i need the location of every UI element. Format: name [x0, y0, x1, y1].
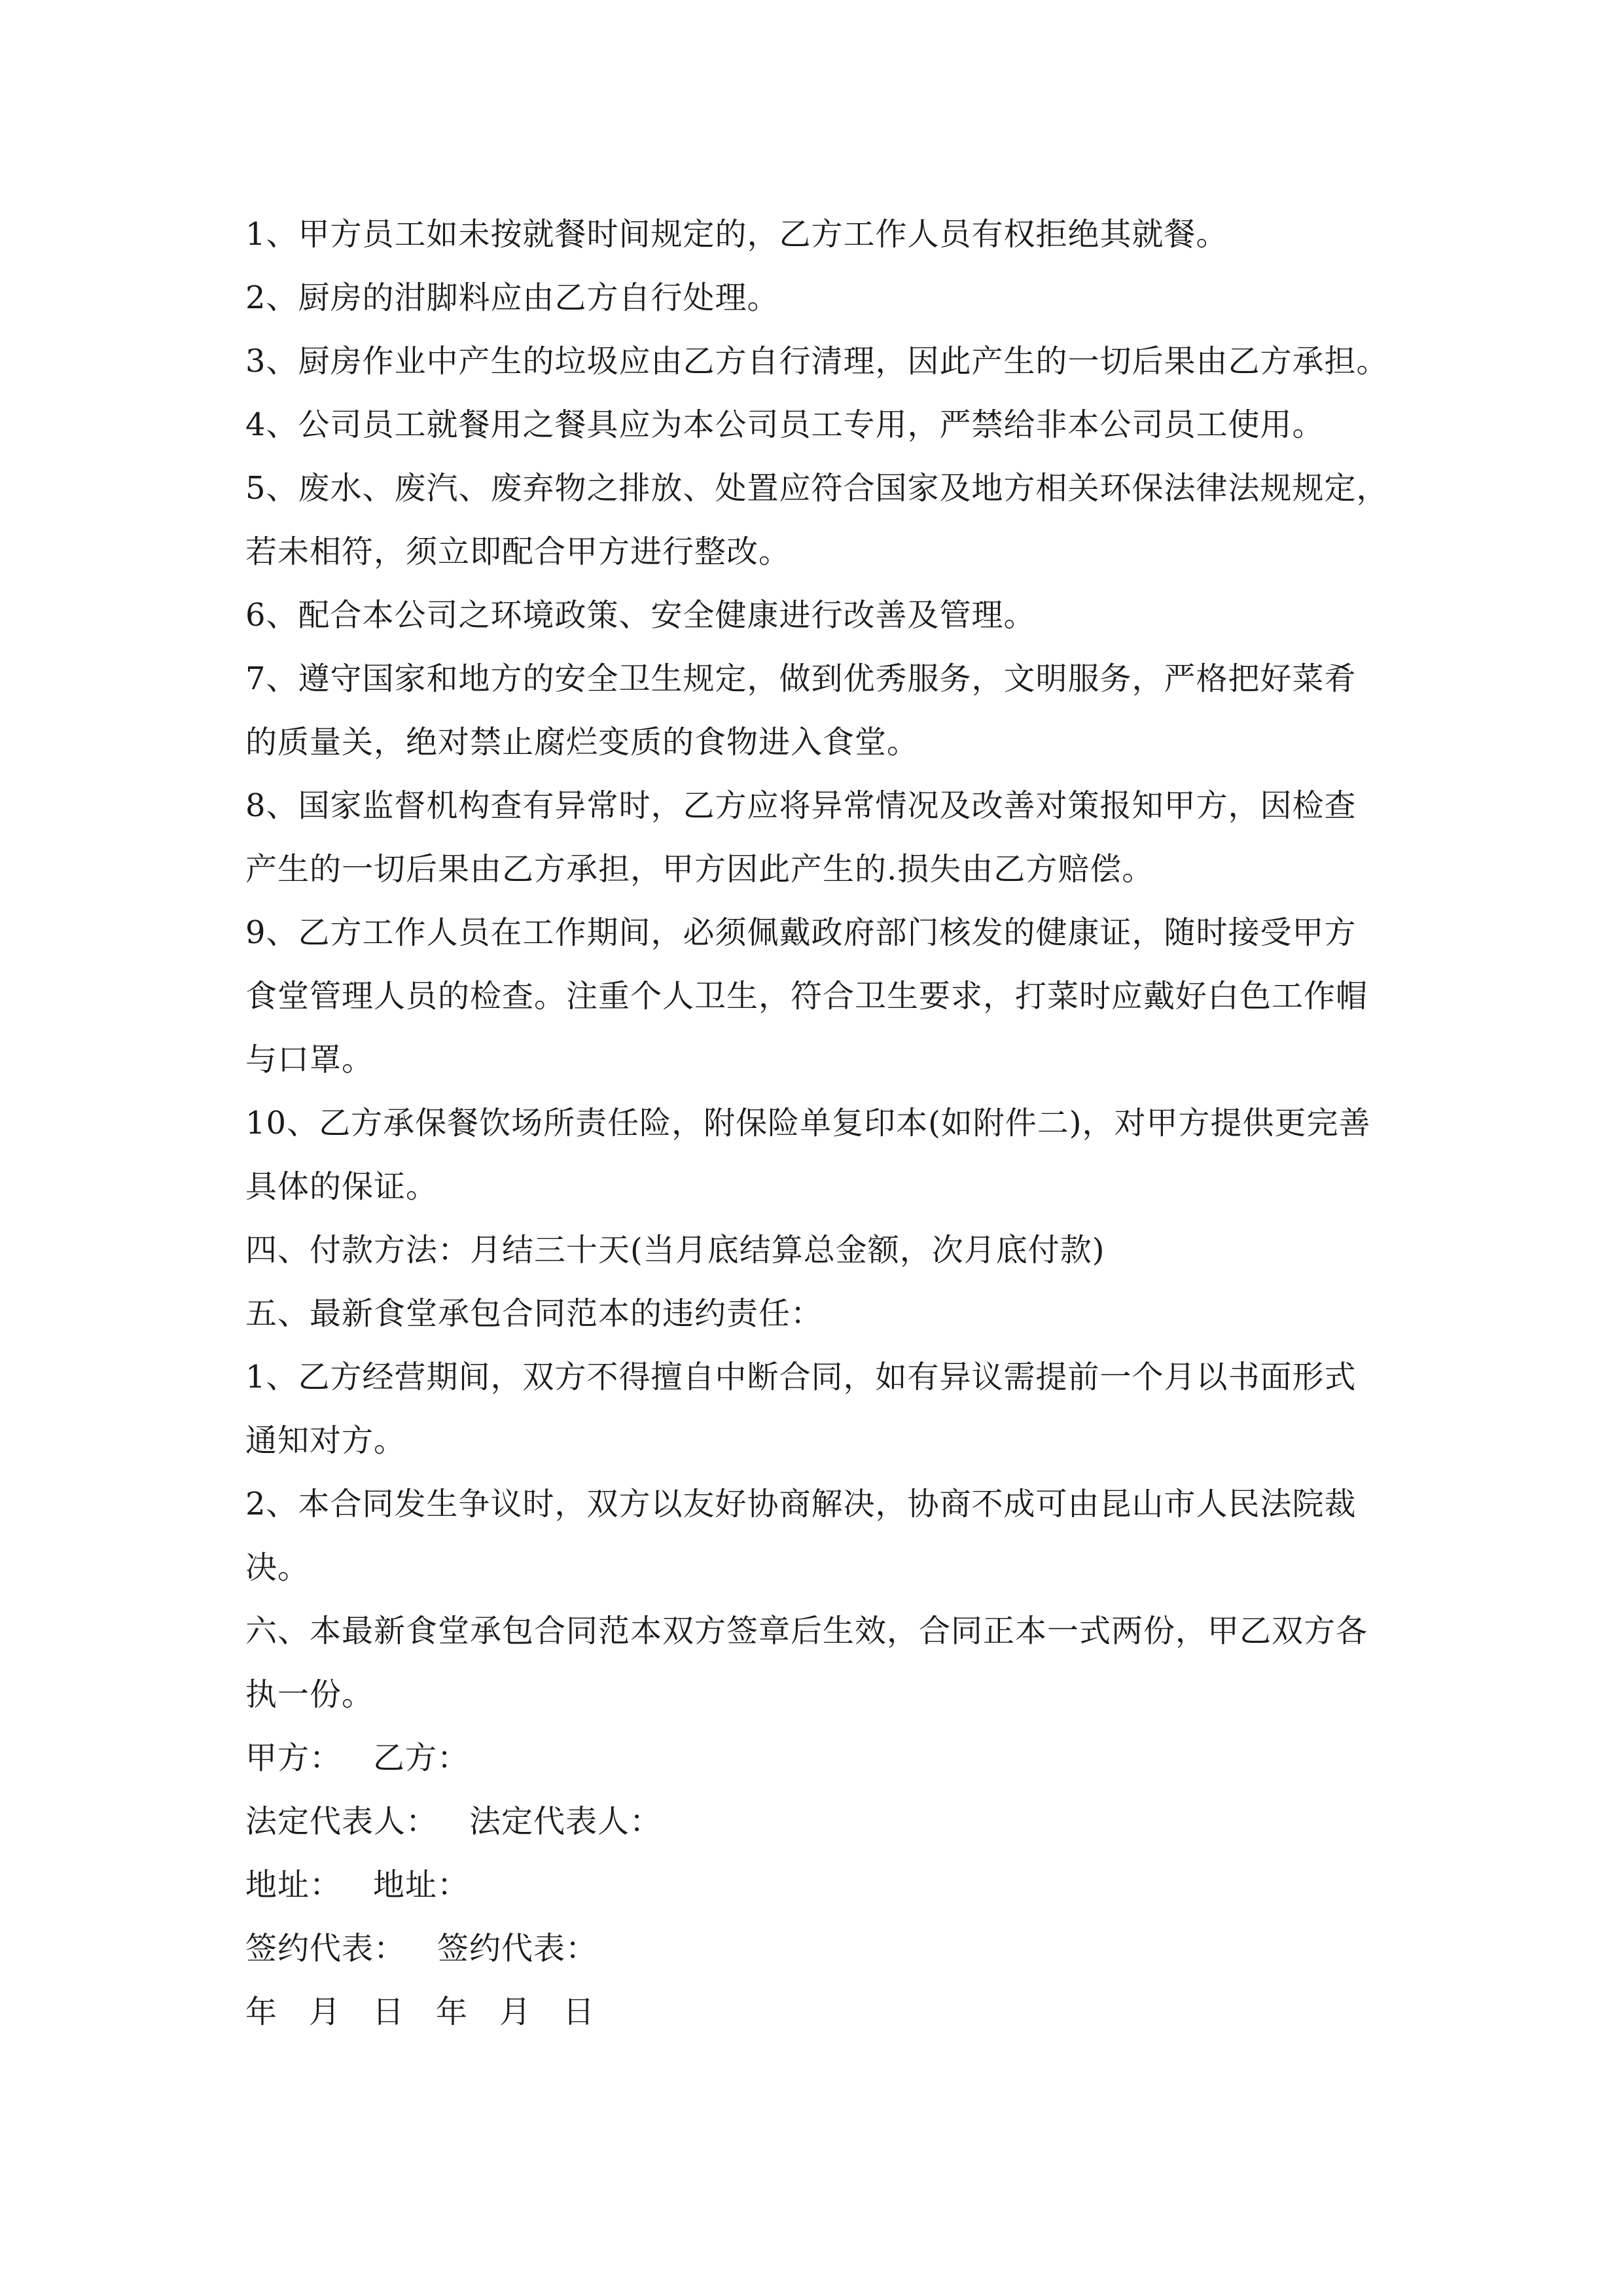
clause-line: 2、本合同发生争议时，双方以友好协商解决，协商不成可由昆山市人民法院裁 — [245, 1486, 1357, 1522]
clause-line: 10、乙方承保餐饮场所责任险，附保险单复印本(如附件二)，对甲方提供更完善 — [245, 1105, 1371, 1141]
clause-line: 决。 — [245, 1549, 310, 1586]
signature-date-row — [245, 1981, 1384, 2044]
date-b-month: 月 — [499, 1994, 532, 2030]
signature-representatives-row — [245, 1790, 1384, 1854]
clause-line: 1、甲方员工如未按就餐时间规定的，乙方工作人员有权拒绝其就餐。 — [245, 216, 1228, 253]
document-body — [245, 203, 1389, 2044]
clause-line: 7、遵守国家和地方的安全卫生规定，做到优秀服务，文明服务，严格把好菜肴 — [245, 660, 1357, 697]
signer-b-label: 签约代表： — [437, 1930, 598, 1967]
signature-address-row — [245, 1854, 1384, 1917]
date-a-year: 年 — [245, 1994, 278, 2030]
date-a-day: 日 — [372, 1994, 405, 2030]
party-b-label: 乙方： — [373, 1740, 470, 1776]
section-heading-payment: 四、付款方法：月结三十天(当月底结算总金额，次月底付款) — [245, 1232, 1105, 1268]
section-heading-liability: 五、最新食堂承包合同范本的违约责任： — [245, 1295, 823, 1332]
clause-line: 通知对方。 — [245, 1422, 406, 1459]
signature-signer-row — [245, 1917, 1384, 1981]
rep-a-label: 法定代表人： — [245, 1803, 438, 1840]
clause-line: 6、配合本公司之环境政策、安全健康进行改善及管理。 — [245, 597, 1036, 634]
clause-line: 3、厨房作业中产生的垃圾应由乙方自行清理，因此产生的一切后果由乙方承担。 — [245, 343, 1389, 380]
clause-line: 执一份。 — [245, 1676, 374, 1713]
clause-line: 1、乙方经营期间，双方不得擅自中断合同，如有异议需提前一个月以书面形式 — [245, 1359, 1357, 1395]
clause-line: 9、乙方工作人员在工作期间，必须佩戴政府部门核发的健康证，随时接受甲方 — [245, 914, 1357, 951]
party-a-label: 甲方： — [245, 1740, 342, 1776]
clause-line: 与口罩。 — [245, 1041, 374, 1078]
signature-parties-row — [245, 1727, 1384, 1790]
date-b-day: 日 — [563, 1994, 596, 2030]
clause-line: 若未相符，须立即配合甲方进行整改。 — [245, 533, 791, 570]
clause-line: 8、国家监督机构查有异常时，乙方应将异常情况及改善对策报知甲方，因检查 — [245, 787, 1357, 824]
addr-b-label: 地址： — [373, 1867, 470, 1903]
clause-line: 产生的一切后果由乙方承担，甲方因此产生的.损失由乙方赔偿。 — [245, 851, 1154, 888]
clause-line: 5、废水、废汽、废弃物之排放、处置应符合国家及地方相关环保法律法规规定， — [245, 470, 1389, 507]
clause-line: 2、厨房的泔脚料应由乙方自行处理。 — [245, 279, 779, 316]
clause-line: 具体的保证。 — [245, 1168, 438, 1205]
clause-line: 的质量关，绝对禁止腐烂变质的食物进入食堂。 — [245, 724, 919, 761]
clause-line: 食堂管理人员的检查。注重个人卫生，符合卫生要求，打菜时应戴好白色工作帽 — [245, 978, 1368, 1014]
rep-b-label: 法定代表人： — [469, 1803, 662, 1840]
section-heading-effect: 六、本最新食堂承包合同范本双方签章后生效，合同正本一式两份，甲乙双方各 — [245, 1613, 1368, 1649]
date-b-year: 年 — [436, 1994, 469, 2030]
clause-line: 4、公司员工就餐用之餐具应为本公司员工专用，严禁给非本公司员工使用。 — [245, 406, 1325, 443]
addr-a-label: 地址： — [245, 1867, 342, 1903]
signer-a-label: 签约代表： — [245, 1930, 406, 1967]
date-a-month: 月 — [309, 1994, 342, 2030]
